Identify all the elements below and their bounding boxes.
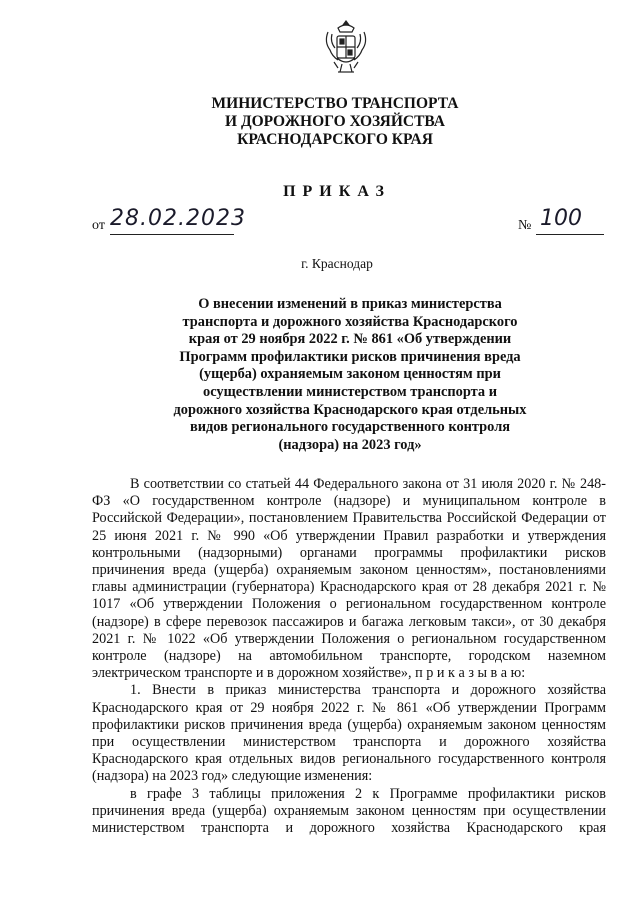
date-handwritten: 28.02.2023 [110, 206, 246, 231]
order-subject [160, 296, 540, 454]
number-handwritten: 100 [540, 206, 582, 231]
subject-line: (ущерба) охраняемым законом ценностям при [199, 366, 501, 383]
subject-line: транспорта и дорожного хозяйства Краснодарского [182, 313, 518, 330]
body-paragraph: В соответствии со статьей 44 Федерального закона от 31 июля 2020 г. № 248-ФЗ «О государственном контроле (надзоре) и муниципальном контроле в Российской Федерации», постановлением Правительства Российской Федерации от 25 июня 2021 г. № 990 «Об утверждении Правил разработки и утверждения контрольными (надзорными) органами программы профилактики рисков причинения вреда (ущерба) охраняемым законом ценностям», постановлениями главы администрации (губернатора) Краснодарского края от 28 декабря 2021 г. № 1017 «Об утверждении Положения о региональном государственном контроле (надзоре) в сфере перевозок пассажиров и багажа легковым такси», от 30 декабря 2021 г. № 1022 «Об утверждении Положения о региональном государственном контроле (надзоре) на автомобильном транспорте, городском наземном электрическом транспорте и в дорожном хозяйстве», п р и к а з ы в а ю: [92, 476, 606, 682]
subject-line: Программ профилактики рисков причинения вреда [179, 348, 521, 365]
org-line: И ДОРОЖНОГО ХОЗЯЙСТВА [225, 113, 445, 130]
org-line: МИНИСТЕРСТВО ТРАНСПОРТА [211, 95, 459, 112]
body-paragraph: в графе 3 таблицы приложения 2 к Программе профилактики рисков причинения вреда (ущерба) охраняемым законом ценностям при осуществлении министерством транспорта и дорожного хозяйства Краснодарского края [92, 785, 606, 837]
organization-name [0, 95, 634, 149]
number-underline [536, 234, 604, 235]
subject-line: края от 29 ноября 2022 г. № 861 «Об утверждении [188, 331, 512, 348]
subject-line: дорожного хозяйства Краснодарского края отдельных [173, 401, 527, 418]
subject-line: (надзора) на 2023 год» [278, 436, 422, 453]
date-prefix: от [92, 218, 105, 233]
subject-line: осуществлении министерством транспорта и [203, 383, 497, 400]
subject-line: видов регионального государственного контроля [189, 419, 511, 436]
number-prefix: № [518, 218, 532, 233]
subject-line: О внесении изменений в приказ министерства [198, 296, 502, 312]
body-paragraph: 1. Внести в приказ министерства транспорта и дорожного хозяйства Краснодарского края от 29 ноября 2022 г. № 861 «Об утверждении Программ профилактики рисков причинения вреда (ущерба) охраняемым законом ценностям при осуществлении министерством транспорта и дорожного хозяйства Краснодарского края отдельных видов регионального государственного контроля (надзора) на 2023 год» следующие изменения: [92, 682, 606, 785]
date-underline [110, 234, 234, 235]
city: г. Краснодар [301, 256, 373, 271]
org-line: КРАСНОДАРСКОГО КРАЯ [237, 131, 433, 148]
order-body [92, 476, 606, 837]
document-type: ПРИКАЗ [283, 183, 391, 200]
coat-of-arms-emblem [322, 18, 370, 78]
